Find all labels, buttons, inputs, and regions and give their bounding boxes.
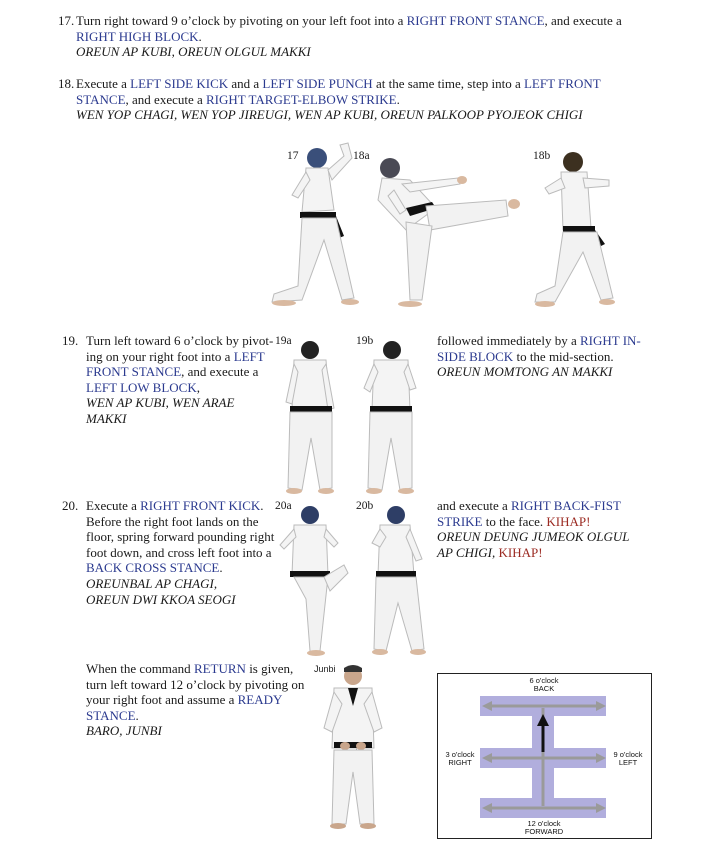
korean-terms: OREUN DWI KKOA SEOGI (86, 591, 236, 607)
step-text: . (396, 91, 400, 107)
label-3-oclock: 3 o'clock RIGHT (445, 750, 475, 767)
step-18 (58, 76, 678, 123)
step-number: 18. (58, 76, 75, 91)
figure-20a-front-kick (276, 503, 352, 658)
figure-18a-side-kick (366, 150, 526, 310)
label-9-oclock: 9 o'clock LEFT (613, 750, 643, 767)
step-text: to the face. (482, 513, 547, 529)
korean-terms: OREUN DEUNG JUMEOK OLGUL (437, 529, 630, 545)
term-highlight: SIDE BLOCK (437, 348, 514, 364)
photo-label-17: 17 (287, 150, 299, 162)
term-highlight: LEFT (233, 348, 265, 364)
step-text: and a (228, 76, 263, 91)
kihap-label: KIHAP! (546, 513, 591, 529)
figure-18b-elbow-strike (525, 148, 620, 313)
photo-label-18a: 18a (353, 150, 370, 162)
step-text: floor, spring forward pounding right (86, 529, 275, 545)
term-highlight: BACK CROSS STANCE (86, 560, 220, 576)
korean-terms: MAKKI (86, 410, 127, 426)
step-text: , and execute a (125, 91, 207, 107)
step-text: , and execute a (544, 13, 622, 28)
step-text: . (260, 498, 264, 513)
term-highlight: STANCE (86, 707, 136, 723)
term-highlight: STRIKE (437, 513, 483, 529)
step-text: to the mid-section. (513, 348, 614, 364)
term-highlight: LEFT SIDE KICK (130, 76, 229, 91)
photo-label-20b: 20b (356, 500, 374, 512)
figure-17-high-block (262, 140, 372, 315)
term-highlight: LEFT SIDE PUNCH (262, 76, 373, 91)
step-17 (58, 13, 678, 60)
step-text: Before the right foot lands on the (86, 513, 259, 529)
step-text: When the command (86, 661, 194, 676)
step-text: , (196, 379, 200, 395)
step-text: turn left toward 12 o’clock by pivoting on (86, 676, 305, 692)
term-highlight: READY (237, 692, 283, 708)
step-text: . (135, 707, 139, 723)
step-20-continued (437, 498, 667, 560)
label-6-oclock: 6 o'clock BACK (529, 676, 559, 693)
step-text: Turn right toward 9 o’clock by pivoting on your left foot into a (76, 13, 407, 28)
figure-19a-low-block (280, 338, 342, 498)
step-text: . (219, 560, 223, 576)
term-highlight: RIGHT IN- (579, 333, 641, 348)
label-12-oclock: 12 o'clock FORWARD (524, 819, 564, 836)
term-highlight: RIGHT FRONT KICK (140, 498, 261, 513)
step-text: Turn left toward 6 o’clock by pivot- (86, 333, 274, 348)
term-highlight: LEFT LOW BLOCK (86, 379, 197, 395)
korean-terms: OREUN MOMTONG AN MAKKI (437, 364, 613, 380)
step-text: Execute a (76, 76, 131, 91)
return-instruction (86, 661, 316, 739)
photo-label-18b: 18b (533, 150, 551, 162)
step-19-continued (437, 333, 657, 380)
korean-terms: OREUN AP KUBI, OREUN OLGUL MAKKI (76, 44, 311, 60)
kihap-label: KIHAP! (498, 544, 543, 560)
photo-label-19a: 19a (275, 335, 292, 347)
korean-terms: WEN YOP CHAGI, WEN YOP JIREUGI, WEN AP KUBI, OREUN PALKOOP PYOJEOK CHIGI (76, 107, 583, 123)
term-highlight: RIGHT TARGET-ELBOW STRIKE (206, 91, 397, 107)
step-text: at the same time, step into a (372, 76, 524, 91)
step-text: , and execute a (181, 364, 259, 380)
term-highlight: RIGHT BACK-FIST (510, 498, 621, 513)
term-highlight: STANCE (76, 91, 126, 107)
figure-junbi-ready-stance (320, 662, 386, 832)
korean-terms: AP CHIGI, (437, 544, 499, 560)
step-20 (62, 498, 282, 607)
stance-direction-diagram (437, 673, 652, 839)
step-19 (62, 333, 282, 427)
term-highlight: FRONT STANCE (86, 364, 182, 380)
korean-terms: WEN AP KUBI, WEN ARAE (86, 395, 235, 411)
term-highlight: RIGHT HIGH BLOCK (76, 28, 199, 44)
step-text: ing on your right foot into a (86, 348, 234, 364)
step-number: 19. (62, 333, 79, 348)
term-highlight: RETURN (193, 661, 246, 676)
korean-terms: OREUNBAL AP CHAGI, (86, 575, 218, 591)
step-text: Execute a (86, 498, 141, 513)
korean-terms: BARO, JUNBI (86, 723, 162, 739)
photo-label-19b: 19b (356, 335, 374, 347)
photo-label-junbi: Junbi (314, 664, 336, 674)
photo-label-20a: 20a (275, 500, 292, 512)
step-number: 20. (62, 498, 79, 513)
term-highlight: LEFT FRONT (523, 76, 601, 91)
step-number: 17. (58, 13, 75, 28)
step-text: foot down, and cross left foot into a (86, 544, 272, 560)
step-text: followed immediately by a (437, 333, 580, 348)
step-text: is given, (245, 661, 294, 676)
figure-20b-back-cross-stance (366, 503, 432, 658)
figure-19b-inside-block (360, 338, 422, 498)
term-highlight: RIGHT FRONT STANCE (406, 13, 545, 28)
step-text: your right foot and assume a (86, 692, 238, 708)
step-text: and execute a (437, 498, 511, 513)
step-text: . (198, 28, 202, 44)
